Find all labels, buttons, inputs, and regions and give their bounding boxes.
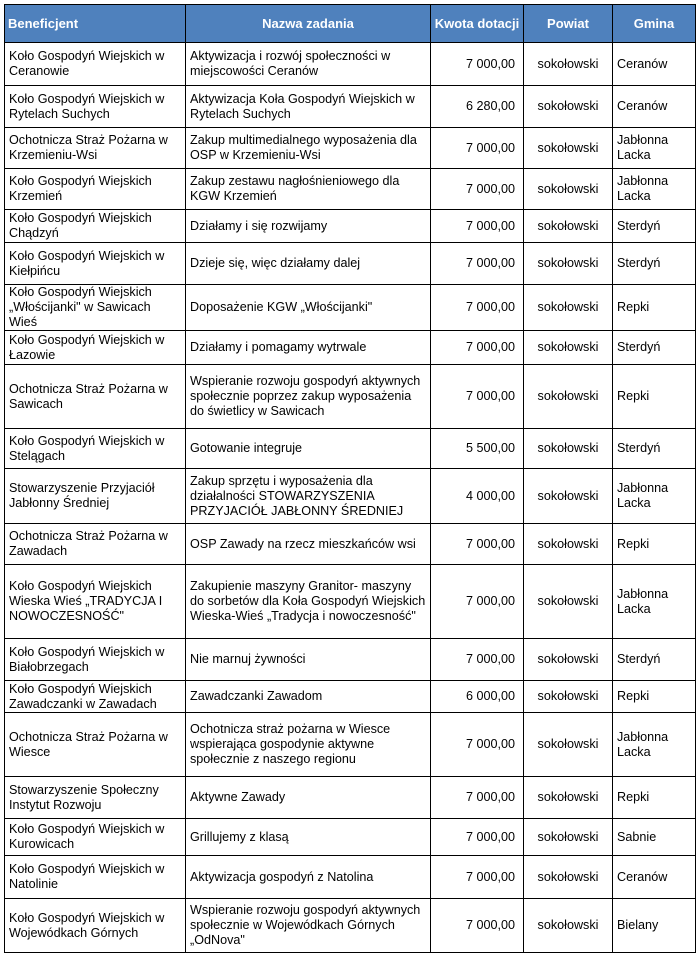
table-row — [5, 210, 696, 243]
table-row — [5, 713, 696, 777]
cell-beneficjent: Koło Gospodyń Wiejskich w Ceranowie — [5, 43, 186, 86]
cell-kwota-dotacji: 5 500,00 — [431, 429, 524, 469]
cell-kwota-dotacji: 4 000,00 — [431, 469, 524, 524]
cell-nazwa-zadania: Dzieje się, więc działamy dalej — [186, 243, 431, 285]
cell-kwota-dotacji: 7 000,00 — [431, 331, 524, 365]
cell-nazwa-zadania: Zakup zestawu nagłośnieniowego dla KGW Krzemień — [186, 169, 431, 210]
cell-beneficjent: Koło Gospodyń Wiejskich w Kurowicach — [5, 819, 186, 856]
cell-powiat: sokołowski — [524, 285, 613, 331]
table-body — [5, 43, 696, 953]
table-row — [5, 169, 696, 210]
cell-powiat: sokołowski — [524, 169, 613, 210]
cell-kwota-dotacji: 7 000,00 — [431, 565, 524, 639]
table-row — [5, 285, 696, 331]
cell-beneficjent: Koło Gospodyń Wiejskich Wieska Wieś „TRADYCJA I NOWOCZESNOŚĆ" — [5, 565, 186, 639]
cell-nazwa-zadania: Aktywizacja Koła Gospodyń Wiejskich w Rytelach Suchych — [186, 86, 431, 128]
cell-kwota-dotacji: 7 000,00 — [431, 43, 524, 86]
cell-beneficjent: Koło Gospodyń Wiejskich „Włościjanki" w Sawicach Wieś — [5, 285, 186, 331]
cell-kwota-dotacji: 7 000,00 — [431, 365, 524, 429]
cell-gmina: Sterdyń — [613, 429, 696, 469]
table-row — [5, 243, 696, 285]
cell-beneficjent: Koło Gospodyń Wiejskich Krzemień — [5, 169, 186, 210]
table-row — [5, 639, 696, 681]
table-row — [5, 365, 696, 429]
cell-nazwa-zadania: Zakup multimedialnego wyposażenia dla OSP w Krzemieniu-Wsi — [186, 128, 431, 169]
cell-kwota-dotacji: 6 000,00 — [431, 681, 524, 713]
cell-gmina: Repki — [613, 365, 696, 429]
cell-powiat: sokołowski — [524, 128, 613, 169]
cell-gmina: Repki — [613, 285, 696, 331]
table-row — [5, 819, 696, 856]
table-row — [5, 565, 696, 639]
cell-beneficjent: Koło Gospodyń Wiejskich w Łazowie — [5, 331, 186, 365]
cell-powiat: sokołowski — [524, 331, 613, 365]
cell-kwota-dotacji: 7 000,00 — [431, 899, 524, 953]
cell-powiat: sokołowski — [524, 856, 613, 899]
table-row — [5, 899, 696, 953]
table-row — [5, 777, 696, 819]
cell-powiat: sokołowski — [524, 681, 613, 713]
cell-beneficjent: Koło Gospodyń Wiejskich w Kiełpińcu — [5, 243, 186, 285]
table-row — [5, 524, 696, 565]
cell-powiat: sokołowski — [524, 43, 613, 86]
cell-kwota-dotacji: 7 000,00 — [431, 713, 524, 777]
table-row — [5, 128, 696, 169]
cell-gmina: Jabłonna Lacka — [613, 565, 696, 639]
cell-powiat: sokołowski — [524, 899, 613, 953]
cell-kwota-dotacji: 6 280,00 — [431, 86, 524, 128]
table-row — [5, 331, 696, 365]
cell-gmina: Jabłonna Lacka — [613, 128, 696, 169]
cell-kwota-dotacji: 7 000,00 — [431, 524, 524, 565]
cell-beneficjent: Stowarzyszenie Przyjaciół Jabłonny Średniej — [5, 469, 186, 524]
cell-powiat: sokołowski — [524, 365, 613, 429]
cell-gmina: Bielany — [613, 899, 696, 953]
cell-nazwa-zadania: Zakupienie maszyny Granitor- maszyny do sorbetów dla Koła Gospodyń Wiejskich Wieska-Wieś „Tradycja i nowoczesność" — [186, 565, 431, 639]
cell-kwota-dotacji: 7 000,00 — [431, 210, 524, 243]
cell-powiat: sokołowski — [524, 469, 613, 524]
table-row — [5, 681, 696, 713]
cell-gmina: Sterdyń — [613, 331, 696, 365]
cell-powiat: sokołowski — [524, 777, 613, 819]
table-row — [5, 43, 696, 86]
cell-powiat: sokołowski — [524, 86, 613, 128]
cell-beneficjent: Koło Gospodyń Wiejskich w Wojewódkach Górnych — [5, 899, 186, 953]
cell-kwota-dotacji: 7 000,00 — [431, 169, 524, 210]
cell-gmina: Ceranów — [613, 43, 696, 86]
cell-gmina: Sabnie — [613, 819, 696, 856]
cell-gmina: Jabłonna Lacka — [613, 469, 696, 524]
header-gmina: Gmina — [613, 5, 696, 43]
cell-beneficjent: Koło Gospodyń Wiejskich Chądzyń — [5, 210, 186, 243]
cell-nazwa-zadania: Działamy i pomagamy wytrwale — [186, 331, 431, 365]
cell-gmina: Ceranów — [613, 86, 696, 128]
cell-beneficjent: Koło Gospodyń Wiejskich w Białobrzegach — [5, 639, 186, 681]
table-row — [5, 429, 696, 469]
cell-nazwa-zadania: Działamy i się rozwijamy — [186, 210, 431, 243]
table-row — [5, 86, 696, 128]
cell-gmina: Repki — [613, 524, 696, 565]
cell-powiat: sokołowski — [524, 243, 613, 285]
cell-gmina: Sterdyń — [613, 243, 696, 285]
cell-beneficjent: Stowarzyszenie Społeczny Instytut Rozwoju — [5, 777, 186, 819]
cell-kwota-dotacji: 7 000,00 — [431, 128, 524, 169]
cell-gmina: Sterdyń — [613, 639, 696, 681]
header-powiat: Powiat — [524, 5, 613, 43]
cell-nazwa-zadania: Gotowanie integruje — [186, 429, 431, 469]
cell-gmina: Repki — [613, 681, 696, 713]
cell-powiat: sokołowski — [524, 713, 613, 777]
cell-powiat: sokołowski — [524, 429, 613, 469]
header-beneficjent: Beneficjent — [5, 5, 186, 43]
cell-nazwa-zadania: Zakup sprzętu i wyposażenia dla działalności STOWARZYSZENIA PRZYJACIÓŁ JABŁONNY ŚREDNIEJ — [186, 469, 431, 524]
cell-kwota-dotacji: 7 000,00 — [431, 639, 524, 681]
table-row — [5, 856, 696, 899]
cell-gmina: Jabłonna Lacka — [613, 169, 696, 210]
cell-beneficjent: Ochotnicza Straż Pożarna w Zawadach — [5, 524, 186, 565]
table-row — [5, 469, 696, 524]
table-header-row — [5, 5, 696, 43]
cell-beneficjent: Ochotnicza Straż Pożarna w Sawicach — [5, 365, 186, 429]
header-nazwa-zadania: Nazwa zadania — [186, 5, 431, 43]
cell-gmina: Ceranów — [613, 856, 696, 899]
cell-powiat: sokołowski — [524, 639, 613, 681]
cell-powiat: sokołowski — [524, 819, 613, 856]
cell-nazwa-zadania: Doposażenie KGW „Włościjanki" — [186, 285, 431, 331]
cell-kwota-dotacji: 7 000,00 — [431, 819, 524, 856]
cell-nazwa-zadania: Zawadczanki Zawadom — [186, 681, 431, 713]
cell-kwota-dotacji: 7 000,00 — [431, 285, 524, 331]
cell-nazwa-zadania: Aktywne Zawady — [186, 777, 431, 819]
cell-beneficjent: Ochotnicza Straż Pożarna w Krzemieniu-Wsi — [5, 128, 186, 169]
cell-beneficjent: Koło Gospodyń Wiejskich w Stelągach — [5, 429, 186, 469]
cell-beneficjent: Koło Gospodyń Wiejskich Zawadczanki w Zawadach — [5, 681, 186, 713]
cell-gmina: Repki — [613, 777, 696, 819]
cell-gmina: Sterdyń — [613, 210, 696, 243]
cell-powiat: sokołowski — [524, 565, 613, 639]
cell-kwota-dotacji: 7 000,00 — [431, 243, 524, 285]
cell-nazwa-zadania: Nie marnuj żywności — [186, 639, 431, 681]
cell-kwota-dotacji: 7 000,00 — [431, 777, 524, 819]
cell-nazwa-zadania: Wspieranie rozwoju gospodyń aktywnych społecznie poprzez zakup wyposażenia do świetlicy w Sawicach — [186, 365, 431, 429]
cell-nazwa-zadania: Wspieranie rozwoju gospodyń aktywnych społecznie w Wojewódkach Górnych „OdNova" — [186, 899, 431, 953]
cell-nazwa-zadania: Aktywizacja i rozwój społeczności w miejscowości Ceranów — [186, 43, 431, 86]
cell-kwota-dotacji: 7 000,00 — [431, 856, 524, 899]
cell-nazwa-zadania: Ochotnicza straż pożarna w Wiesce wspierająca gospodynie aktywne społecznie z naszego regionu — [186, 713, 431, 777]
cell-powiat: sokołowski — [524, 210, 613, 243]
cell-powiat: sokołowski — [524, 524, 613, 565]
cell-gmina: Jabłonna Lacka — [613, 713, 696, 777]
cell-beneficjent: Koło Gospodyń Wiejskich w Rytelach Suchych — [5, 86, 186, 128]
cell-nazwa-zadania: Grillujemy z klasą — [186, 819, 431, 856]
cell-nazwa-zadania: OSP Zawady na rzecz mieszkańców wsi — [186, 524, 431, 565]
cell-beneficjent: Koło Gospodyń Wiejskich w Natolinie — [5, 856, 186, 899]
cell-nazwa-zadania: Aktywizacja gospodyń z Natolina — [186, 856, 431, 899]
cell-beneficjent: Ochotnicza Straż Pożarna w Wiesce — [5, 713, 186, 777]
grants-table — [4, 4, 696, 953]
header-kwota-dotacji: Kwota dotacji — [431, 5, 524, 43]
